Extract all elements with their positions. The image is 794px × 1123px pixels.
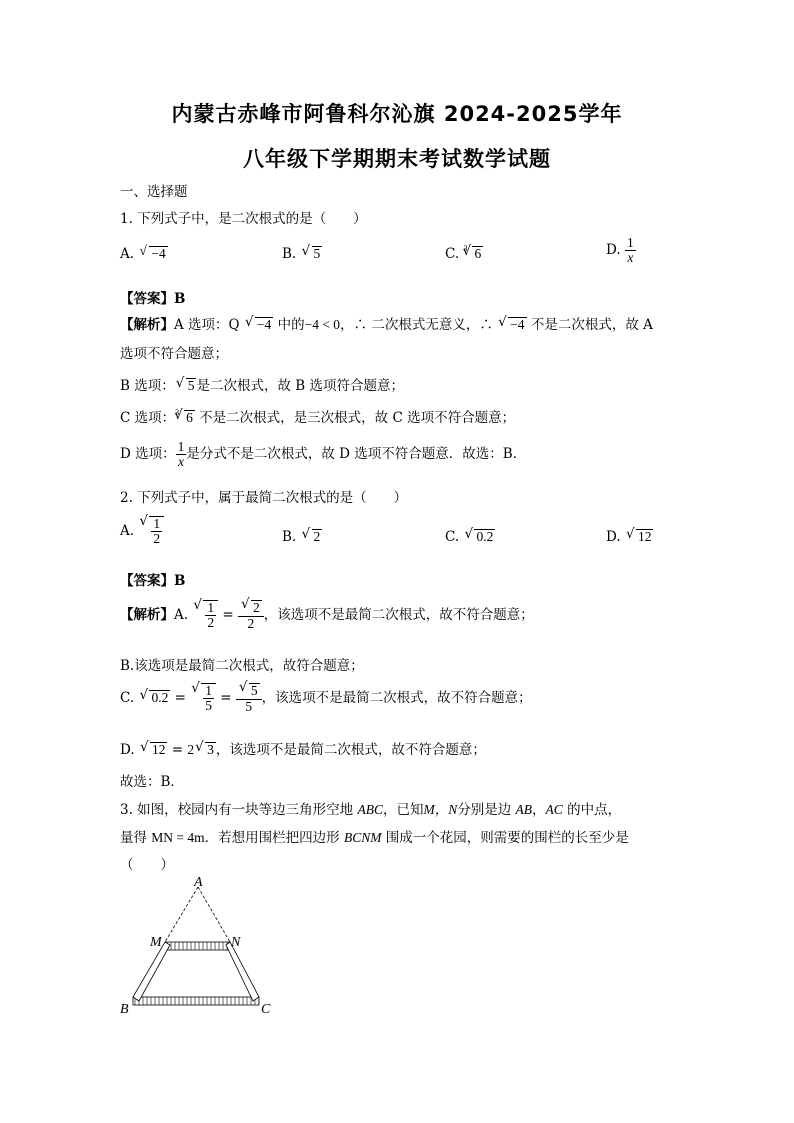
section-label: 一、选择题: [120, 184, 188, 200]
q1-option-a: A. √ −4: [120, 246, 168, 262]
q2-analysis-d: D. √ 12 = 2√ 3 ，该选项不是最简二次根式，故不符合题意；: [120, 738, 486, 758]
q1-analysis-b: B 选项：√ 5 是二次根式，故 B 选项符合题意；: [120, 374, 404, 394]
q3-triangle-figure: [110, 875, 290, 1025]
exam-title-line1: 内蒙古赤峰市阿鲁科尔沁旗 2024-2025学年: [171, 102, 623, 126]
q2-analysis-c: C. √ 0.2 = √ $\frac{1}{5}$ = √ $\frac{5}{5}$ ，该选项不是最简二次根式，故不符合题意；: [120, 683, 532, 714]
q2-option-b: B. √ 2: [282, 529, 322, 545]
q1-analysis-d: D 选项： $\frac{1}{x}$ 是分式不是二次根式，故 D 选项不符合题意．故选：B．: [120, 439, 527, 470]
q1-option-c: C. $^3$√ 6: [445, 246, 483, 262]
q1-analysis-c: C 选项：$^3$√ 6 不是二次根式，是三次根式，故 C 选项不符合题意；: [120, 406, 515, 426]
q1-answer: 【答案】B: [120, 291, 186, 307]
q1-option-d: D. $\frac{1}{x}$: [606, 235, 634, 266]
q3-stem-line1: 3. 如图，校园内有一块等边三角形空地 ABC，已知M，N分别是边 AB，AC 的中点，: [120, 802, 622, 818]
q2-answer: 【答案】B: [120, 573, 186, 589]
q1-analysis-a: 【解析】A 选项：Q √ −4 中的−4 < 0，∴ 二次根式无意义，∴ √ −4 不是二次根式，故 A: [120, 313, 653, 333]
fence-bm: [133, 942, 170, 1001]
q2-analysis-a: 【解析】A. √ $\frac{1}{2}$ = √ $\frac{2}{2}$ ，该选项不是最简二次根式，故不符合题意；: [120, 600, 534, 631]
q1-option-b: B. √ 5: [282, 246, 322, 262]
dashed-edge-an: [198, 887, 230, 942]
vertex-label-a: A: [194, 875, 203, 890]
vertex-label-n: N: [231, 935, 241, 950]
fence-bc: [133, 997, 259, 1005]
q2-option-a: A. √ $\frac{1}{2}$: [120, 516, 164, 546]
q3-stem-line3: （ ）: [120, 857, 174, 873]
q3-stem-line2: 量得 MN = 4m．若想用围栏把四边形 BCNM 围成一个花园，则需要的围栏的长至少是: [120, 830, 629, 846]
vertex-label-b: B: [120, 1002, 129, 1017]
q2-option-d: D. √ 12: [606, 529, 653, 545]
q2-stem: 2. 下列式子中，属于最简二次根式的是（ ）: [120, 490, 408, 506]
dashed-edge-am: [165, 887, 198, 942]
q2-analysis-b: B.该选项是最简二次根式，故符合题意；: [120, 658, 364, 674]
q1-analysis-a-cont: 选项不符合题意；: [120, 346, 228, 362]
fence-cn: [226, 942, 259, 1001]
vertex-label-c: C: [261, 1002, 271, 1017]
vertex-label-m: M: [150, 935, 162, 950]
fence-mn: [165, 942, 230, 950]
q2-conclusion: 故选：B．: [120, 774, 184, 790]
q2-option-c: C. √ 0.2: [445, 529, 495, 545]
exam-title-line2: 八年级下学期期末考试数学试题: [243, 147, 551, 171]
q1-stem: 1. 下列式子中，是二次根式的是（ ）: [120, 211, 367, 227]
